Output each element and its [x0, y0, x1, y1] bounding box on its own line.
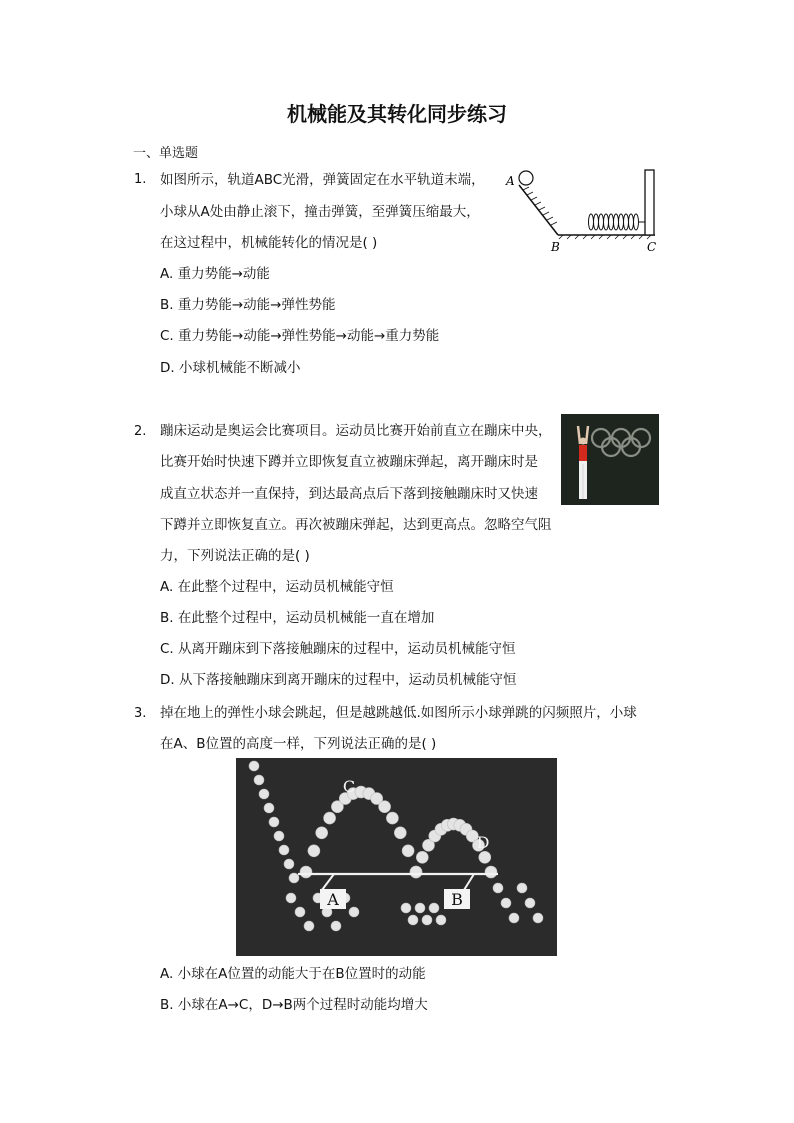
q1-track-figure: [503, 165, 663, 255]
q2-option-a: A. 在此整个过程中，运动员机械能守恒: [160, 579, 394, 595]
ball-image: [485, 866, 497, 878]
ball-image: [394, 827, 406, 839]
ball-image: [479, 851, 491, 863]
ball-image: [533, 913, 543, 923]
ball-image: [264, 803, 274, 813]
ball-image: [300, 866, 312, 878]
ball-image: [401, 903, 411, 913]
q2-line-5: 力，下列说法正确的是( ): [160, 548, 310, 564]
ball-image: [284, 859, 294, 869]
q3-label-b: B: [451, 890, 463, 909]
q3-bounce-photo: [236, 758, 557, 956]
ball-image: [402, 845, 414, 857]
ball-image: [429, 903, 439, 913]
q3-label-a: A: [327, 890, 339, 909]
q3-number: 3.: [134, 706, 147, 721]
q3-label-d: D: [476, 833, 490, 852]
ball-image: [410, 866, 422, 878]
ball-image: [408, 915, 418, 925]
ball-image: [308, 845, 320, 857]
ball-image: [379, 801, 391, 813]
q2-option-b: B. 在此整个过程中，运动员机械能一直在增加: [160, 610, 435, 626]
q1-option-c: C. 重力势能→动能→弹性势能→动能→重力势能: [160, 328, 440, 344]
ball-image: [525, 898, 535, 908]
q3-label-c: C: [342, 777, 356, 796]
q3-line-2: 在A、B位置的高度一样，下列说法正确的是( ): [160, 736, 437, 752]
q1-line-1: 如图所示，轨道ABC光滑，弹簧固定在水平轨道末端，: [160, 172, 485, 188]
ball-image: [259, 789, 269, 799]
q1-number: 1.: [134, 172, 147, 187]
ball-image: [295, 907, 305, 917]
ball-image: [274, 831, 284, 841]
q3-option-a: A. 小球在A位置的动能大于在B位置时的动能: [160, 966, 426, 982]
q1-option-d: D. 小球机械能不断减小: [160, 360, 301, 376]
q1-option-b: B. 重力势能→动能→弹性势能: [160, 297, 336, 313]
q3-option-b: B. 小球在A→C，D→B两个过程时动能均增大: [160, 997, 428, 1013]
ball-image: [436, 915, 446, 925]
ball-image: [422, 915, 432, 925]
ball-image: [416, 851, 428, 863]
ball-image: [304, 921, 314, 931]
ball-image: [324, 812, 336, 824]
page-title: 机械能及其转化同步练习: [287, 102, 507, 126]
ball-image: [386, 812, 398, 824]
ball-image: [415, 903, 425, 913]
ball-image: [289, 873, 299, 883]
ball-image: [501, 898, 511, 908]
q2-number: 2.: [134, 424, 147, 439]
q2-option-c: C. 从离开蹦床到下落接触蹦床的过程中，运动员机械能守恒: [160, 641, 516, 657]
q1-label-a: A: [506, 174, 515, 188]
ball-image: [279, 845, 289, 855]
q1-label-c: C: [647, 240, 657, 254]
ball-image: [249, 761, 259, 771]
q2-option-d: D. 从下落接触蹦床到离开蹦床的过程中，运动员机械能守恒: [160, 672, 517, 688]
q1-line-2: 小球从A处由静止滚下，撞击弹簧，至弹簧压缩最大，: [160, 204, 480, 220]
q1-line-3: 在这过程中，机械能转化的情况是( ): [160, 235, 378, 251]
ball-image: [269, 817, 279, 827]
ball-image: [517, 883, 527, 893]
q2-line-2: 比赛开始时快速下蹲并立即恢复直立被蹦床弹起，离开蹦床时是: [160, 454, 538, 470]
q2-line-1: 蹦床运动是奥运会比赛项目。运动员比赛开始前直立在蹦床中央，: [160, 423, 552, 439]
ball-image: [316, 827, 328, 839]
q2-trampoline-photo: [561, 414, 659, 505]
section-heading: 一、单选题: [133, 146, 199, 161]
ball-image: [509, 913, 519, 923]
q2-line-4: 下蹲并立即恢复直立。再次被蹦床弹起，达到更高点。忽略空气阻: [160, 517, 552, 533]
q1-label-b: B: [551, 240, 560, 254]
ball-image: [349, 907, 359, 917]
q2-line-3: 成直立状态并一直保持，到达最高点后下落到接触蹦床时又快速: [160, 486, 538, 502]
ball-image: [286, 893, 296, 903]
q1-option-a: A. 重力势能→动能: [160, 266, 270, 282]
q3-line-1: 掉在地上的弹性小球会跳起，但是越跳越低.如图所示小球弹跳的闪频照片，小球: [160, 705, 637, 721]
ball-image: [493, 883, 503, 893]
ball-image: [331, 921, 341, 931]
ball-image: [254, 775, 264, 785]
